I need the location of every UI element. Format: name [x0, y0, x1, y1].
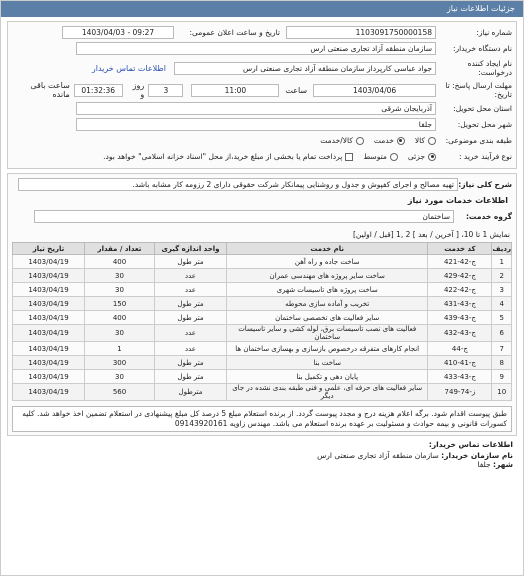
deadline-date-field: 1403/04/06: [313, 84, 436, 97]
page-header: جزئیات اطلاعات نیاز: [1, 1, 523, 17]
cell-unit: متر طول: [155, 370, 227, 384]
col-row: ردیف: [492, 244, 511, 253]
table-row: [13, 370, 512, 384]
creator-field: جواد عباسی کارپرداز سازمان منطقه آزاد تجاری صنعتی ارس: [174, 62, 436, 75]
cell-name: ساخت بنا: [227, 356, 428, 370]
cell-row: 5: [492, 311, 512, 325]
pagination[interactable]: نمایش 1 تا 10، [ آخرین / بعد ] 2 ,1 [قبل / اولین]: [353, 230, 510, 239]
city-label: شهر محل تحویل:: [457, 120, 512, 129]
service-group-field: ساختمان: [34, 210, 454, 223]
cell-qty: 30: [85, 325, 155, 342]
cell-row: 8: [492, 356, 512, 370]
radio-selected-icon[interactable]: [428, 153, 436, 161]
cell-qty: 30: [85, 283, 155, 297]
col-unit: واحد اندازه گیری: [155, 243, 227, 255]
creator-label: نام ایجاد کننده درخواست:: [467, 59, 512, 77]
buyer-contact-city: [11, 460, 513, 469]
cell-code: ج-42-422: [428, 283, 492, 297]
cell-row: 3: [492, 283, 512, 297]
table-row: [13, 311, 512, 325]
treasury-payment-checkbox[interactable]: [345, 153, 353, 161]
need-number-field: 1103091750000158: [286, 26, 436, 39]
cell-row: 6: [492, 325, 512, 342]
days-remaining-field: 3: [148, 84, 183, 97]
cell-date: 1403/04/19: [13, 325, 85, 342]
cell-unit: مترطول: [155, 384, 227, 401]
summary-box: [7, 173, 517, 436]
cell-qty: 400: [85, 311, 155, 325]
table-row: [13, 356, 512, 370]
deadline-time-field: 11:00: [191, 84, 279, 97]
cell-unit: عدد: [155, 325, 227, 342]
days-label: روز و: [132, 81, 145, 99]
cell-date: 1403/04/19: [13, 370, 85, 384]
cell-code: ج-42-429: [428, 269, 492, 283]
need-details-box: [7, 21, 517, 169]
buyer-label: نام دستگاه خریدار:: [452, 44, 512, 53]
cell-row: 7: [492, 342, 512, 356]
buyer-contact-city-value: جلفا: [477, 460, 491, 469]
row-city: [12, 117, 512, 132]
buyer-contact-section: [11, 440, 513, 469]
col-date: تاریخ نیاز: [13, 243, 85, 255]
cell-qty: 30: [85, 370, 155, 384]
buyer-contact-org-value: سازمان منطقه آزاد تجاری صنعتی ارس: [317, 451, 439, 460]
cell-code: ج-41-410: [428, 356, 492, 370]
cell-unit: متر طول: [155, 297, 227, 311]
cell-name: ساخت جاده و راه آهن: [227, 255, 428, 269]
cell-qty: 560: [85, 384, 155, 401]
announce-date-label: تاریخ و ساعت اعلان عمومی:: [189, 28, 280, 37]
services-table: [12, 242, 512, 401]
table-row: [13, 384, 512, 401]
table-row: [13, 269, 512, 283]
category-label: طبقه بندی موضوعی:: [445, 136, 512, 145]
treasury-payment-note: پرداخت تمام یا بخشی از مبلغ خرید،از محل "اسناد خزانه اسلامی" خواهد بود.: [103, 152, 343, 161]
row-deadline: [12, 80, 512, 100]
table-row: [13, 325, 512, 342]
cell-qty: 30: [85, 269, 155, 283]
services-table-body: [13, 255, 512, 401]
category-option-service[interactable]: خدمت: [374, 136, 405, 145]
cell-row: 10: [492, 384, 512, 401]
radio-icon[interactable]: [428, 137, 436, 145]
cell-row: 1: [492, 255, 512, 269]
col-name: نام خدمت: [227, 243, 428, 255]
cell-code: ج-43-439: [428, 311, 492, 325]
table-row: [13, 255, 512, 269]
cell-unit: عدد: [155, 342, 227, 356]
row-service-group: [12, 209, 512, 224]
cell-date: 1403/04/19: [13, 356, 85, 370]
cell-name: فعالیت های نصب تاسیسات برق، لوله کشی و سایر تاسیسات ساختمان: [227, 325, 428, 342]
cell-code: ج-44: [428, 342, 492, 356]
process-label: نوع فرآیند خرید :: [458, 152, 512, 161]
process-option-medium[interactable]: متوسط: [363, 152, 398, 161]
radio-icon[interactable]: [390, 153, 398, 161]
cell-row: 9: [492, 370, 512, 384]
buyer-contact-org: [11, 451, 513, 460]
cell-date: 1403/04/19: [13, 297, 85, 311]
cell-qty: 400: [85, 255, 155, 269]
row-creator: [12, 57, 512, 79]
cell-unit: متر طول: [155, 255, 227, 269]
table-row: [13, 342, 512, 356]
cell-row: 2: [492, 269, 512, 283]
cell-code: ج-43-433: [428, 370, 492, 384]
city-field: جلفا: [76, 118, 436, 131]
row-category: [12, 133, 512, 148]
buyer-contact-org-label: نام سازمان خریدار:: [441, 451, 513, 460]
cell-date: 1403/04/19: [13, 283, 85, 297]
cell-code: ز-74-749: [428, 384, 492, 401]
province-field: آذربایجان شرقی: [76, 102, 436, 115]
cell-name: انجام کارهای متفرقه درخصوص بازسازی و بهسازی ساختمان ها: [227, 342, 428, 356]
summary-label: شرح کلی نیاز:: [458, 180, 512, 189]
cell-unit: عدد: [155, 269, 227, 283]
cell-qty: 1: [85, 342, 155, 356]
cell-date: 1403/04/19: [13, 255, 85, 269]
description-box: طبق پیوست اقدام شود. برگه اعلام هزینه درج و مجدد پیوست گردد. از برنده استعلام مبلغ 5 درصد کل مبلغ پیشنهادی در استعلام تضمین اخذ خواهد شد. کلیه کسورات قانونی و بیمه حوادث و مسئولیت بر عهده برنده استعلام می باشد. مهندس زاویه 09143920161: [12, 406, 512, 432]
radio-selected-icon[interactable]: [397, 137, 405, 145]
cell-code: ج-43-432: [428, 325, 492, 342]
table-header-row: [13, 243, 512, 255]
row-summary: [12, 177, 512, 192]
cell-date: 1403/04/19: [13, 311, 85, 325]
row-buyer: [12, 41, 512, 56]
category-option-goods-service[interactable]: کالا/خدمت: [320, 136, 364, 145]
cell-date: 1403/04/19: [13, 384, 85, 401]
cell-name: سایر فعالیت های حرفه ای، علمی و فنی طبقه بندی نشده در جای دیگر: [227, 384, 428, 401]
need-number-label: شماره نیاز:: [476, 28, 512, 37]
cell-name: پایان دهی و تکمیل بنا: [227, 370, 428, 384]
deadline-label: مهلت ارسال پاسخ: تا تاریخ:: [445, 81, 512, 99]
province-label: استان محل تحویل:: [453, 104, 512, 113]
cell-name: ساخت پروژه های تاسیسات شهری: [227, 283, 428, 297]
cell-name: ساخت سایر پروژه های مهندسی عمران: [227, 269, 428, 283]
buyer-contact-title: اطلاعات تماس خریدار:: [428, 440, 513, 449]
row-need-number: [12, 25, 512, 40]
announce-date-field: 1403/04/03 - 09:27: [62, 26, 174, 39]
cell-qty: 150: [85, 297, 155, 311]
buyer-contact-city-label: شهر:: [493, 460, 513, 469]
cell-date: 1403/04/19: [13, 269, 85, 283]
cell-qty: 300: [85, 356, 155, 370]
table-row: [13, 297, 512, 311]
radio-icon[interactable]: [356, 137, 364, 145]
cell-unit: متر طول: [155, 356, 227, 370]
summary-field: تهیه مصالح و اجرای کفپوش و جدول و روشنایی پیمانکار شرکت حقوقی دارای 2 رزومه کار مشابه باشد.: [18, 178, 458, 191]
cell-unit: متر طول: [155, 311, 227, 325]
cell-unit: عدد: [155, 283, 227, 297]
table-row: [13, 283, 512, 297]
buyer-field: سازمان منطقه آزاد تجاری صنعتی ارس: [76, 42, 436, 55]
services-section-title: اطلاعات خدمات مورد نیاز: [407, 196, 508, 205]
category-option-goods[interactable]: کالا: [415, 136, 436, 145]
cell-name: سایر فعالیت های تخصصی ساختمان: [227, 311, 428, 325]
time-remaining-field: 01:32:36: [74, 84, 123, 97]
col-code: کد خدمت: [428, 243, 492, 255]
time-remaining-label: ساعت باقی مانده: [30, 81, 70, 99]
cell-date: 1403/04/19: [13, 342, 85, 356]
cell-row: 4: [492, 297, 512, 311]
deadline-time-label: ساعت: [285, 85, 308, 95]
service-group-label: گروه خدمت:: [465, 212, 512, 221]
row-process: [12, 149, 512, 164]
cell-name: تخریب و آماده سازی محوطه: [227, 297, 428, 311]
cell-code: ج-43-431: [428, 297, 492, 311]
col-qty: تعداد / مقدار: [85, 243, 155, 255]
process-option-minor[interactable]: جزئی: [408, 152, 436, 161]
buyer-contact-link[interactable]: اطلاعات تماس خریدار: [91, 63, 166, 73]
row-province: [12, 101, 512, 116]
cell-code: ج-42-421: [428, 255, 492, 269]
